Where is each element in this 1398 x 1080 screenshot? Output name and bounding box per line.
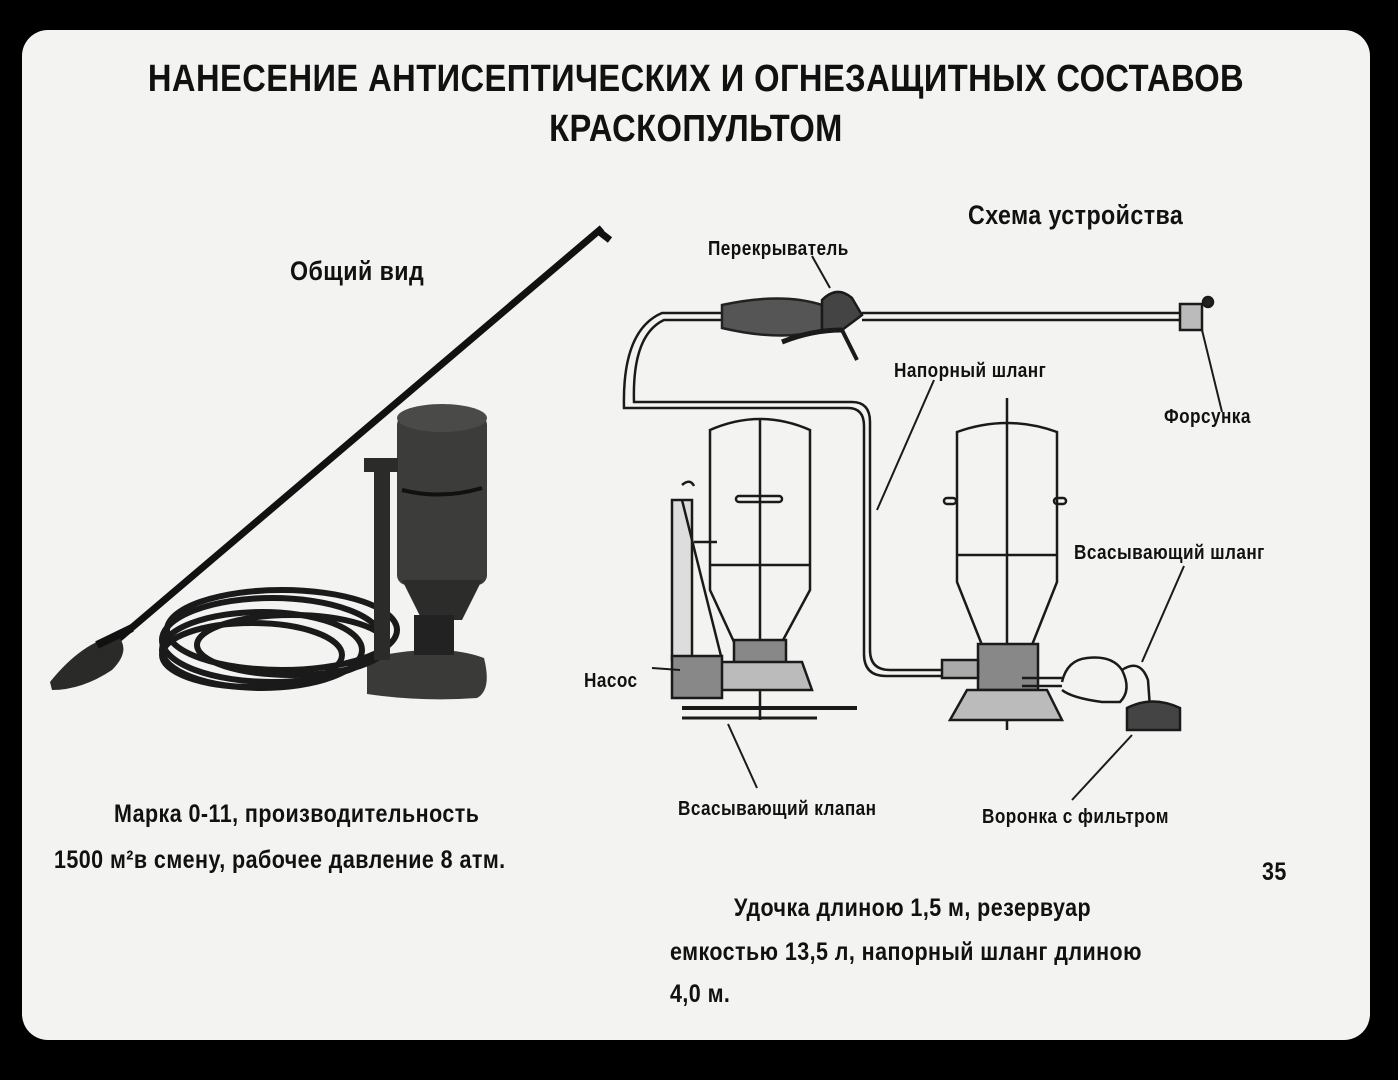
title-line-1: НАНЕСЕНИЕ АНТИСЕПТИЧЕСКИХ И ОГНЕЗАЩИТНЫХ СОСТАВОВ <box>147 58 1245 100</box>
label-suction-valve: Всасывающий клапан <box>678 798 877 820</box>
general-view-heading: Общий вид <box>290 256 425 286</box>
page-number: 35 <box>1262 858 1287 886</box>
right-caption-line-3: 4,0 м. <box>670 980 731 1008</box>
illustrations <box>22 30 1370 1040</box>
right-caption-line-2: емкостью 13,5 л, напорный шланг длиною <box>670 938 1142 966</box>
label-funnel-filter: Воронка с фильтром <box>982 806 1169 828</box>
sprayer-scheme <box>624 256 1222 800</box>
sprayer-general-view <box>50 228 610 699</box>
left-caption-line-1: Марка 0-11, производительность <box>114 800 480 828</box>
slide <box>22 30 1370 1040</box>
label-pressure-hose: Напорный шланг <box>894 360 1047 382</box>
label-suction-hose: Всасывающий шланг <box>1074 542 1265 564</box>
scheme-heading: Схема устройства <box>968 200 1184 230</box>
title-line-2: КРАСКОПУЛЬТОМ <box>549 108 843 150</box>
left-caption-line-2: 1500 м²в смену, рабочее давление 8 атм. <box>54 846 506 874</box>
right-caption-line-1: Удочка длиною 1,5 м, резервуар <box>734 894 1092 922</box>
label-pump: Насос <box>584 670 638 692</box>
label-shutoff: Перекрыватель <box>708 238 849 260</box>
label-nozzle: Форсунка <box>1164 406 1251 428</box>
